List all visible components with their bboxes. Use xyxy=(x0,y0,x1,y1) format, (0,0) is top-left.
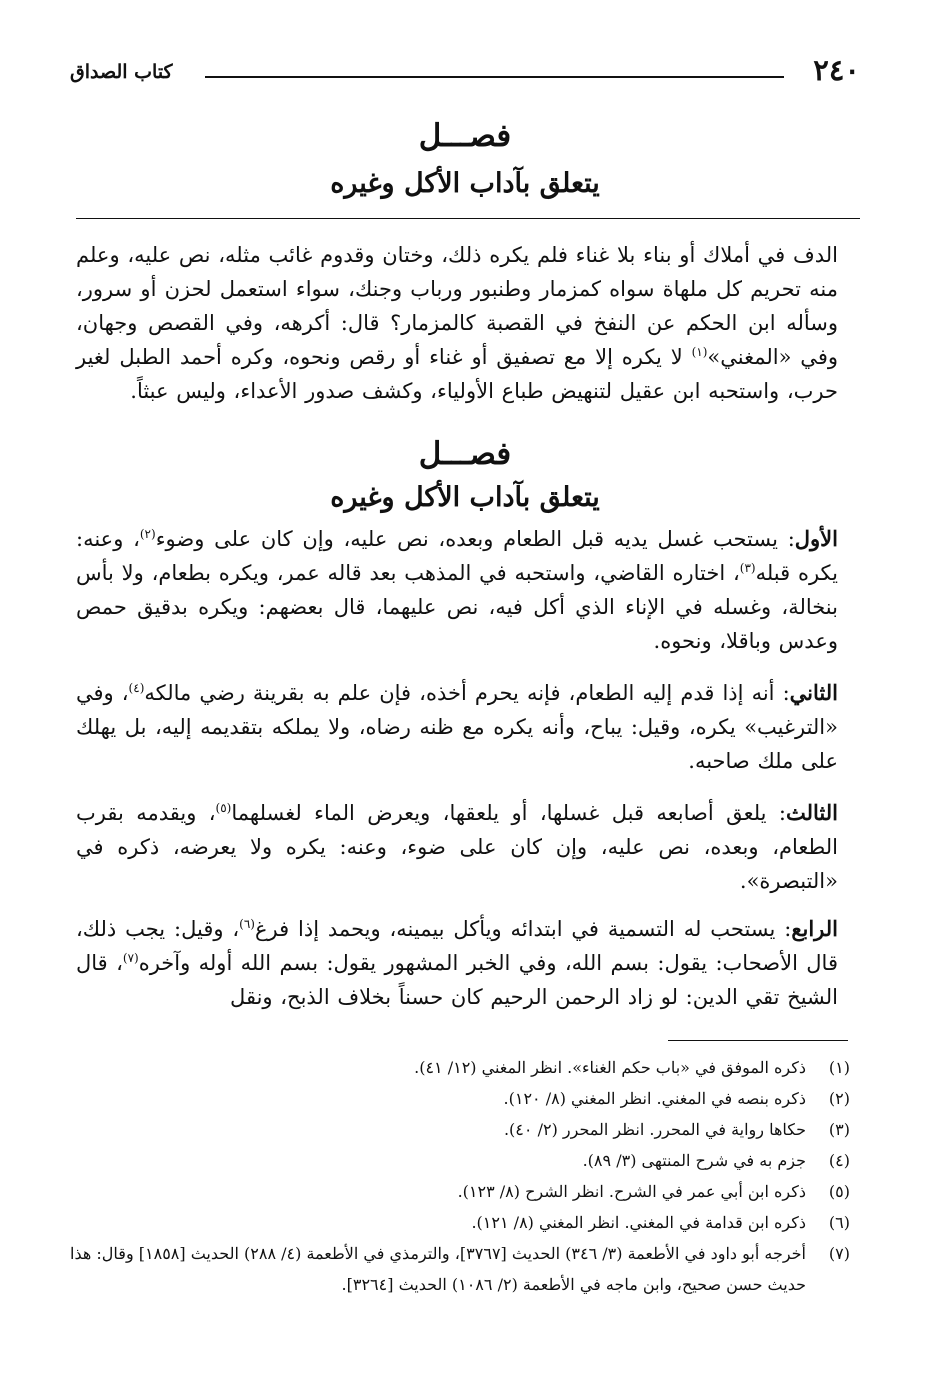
footnote xyxy=(60,1083,850,1114)
footnotes-list xyxy=(60,1052,850,1300)
footnote-ref: (٥) xyxy=(215,801,232,815)
paragraph-lead: الثاني xyxy=(789,680,838,705)
footnote-text: ذكره ابن أبي عمر في الشرح. انظر الشرح (٨/ ١٢٣). xyxy=(457,1182,806,1201)
footnote-number: (٧) xyxy=(828,1244,850,1263)
footnote-text: ذكره الموفق في «باب حكم الغناء». انظر المغني (١٢/ ٤١). xyxy=(414,1058,806,1077)
paragraph-text: : يستحب له التسمية في ابتدائه ويأكل بيمينه، ويحمد إذا فرغ xyxy=(254,917,792,941)
footnote-number: (٢) xyxy=(828,1089,850,1108)
section-subtitle: يتعلق بآداب الأكل وغيره xyxy=(330,482,600,513)
paragraph-third xyxy=(76,796,838,898)
paragraph-text: : يلعق أصابعه قبل غسلها، أو يلعقها، ويعرض الماء لغسلهما xyxy=(231,801,786,825)
paragraph-text: : يستحب غسل يديه قبل الطعام وبعده، نص عليه، وإن كان على وضوء xyxy=(155,527,795,551)
paragraph-text: ، وعنه: يكره قبله xyxy=(76,527,838,585)
footnote xyxy=(60,1176,850,1207)
footnote-number: (٤) xyxy=(828,1151,850,1170)
footnote-number: (١) xyxy=(828,1058,850,1077)
footnote-text: أخرجه أبو داود في الأطعمة (٣/ ٣٤٦) الحديث [٣٧٦٧]، والترمذي في الأطعمة (٤/ ٢٨٨) الحديث [١٨٥٨] وقال: هذا حديث حسن صحيح، وابن ماجه في الأطعمة (٢/ ١٠٨٦) الحديث [٣٢٦٤]. xyxy=(70,1244,806,1294)
footnote-number: (٦) xyxy=(828,1213,850,1232)
paragraph-text: ، اختاره القاضي، واستحبه في المذهب بعد قاله عمر، ويكره بطعام، ولا بأس بنخالة، وغسله في الإناء الذي أكل فيه، نص عليهما، قال بعضهم: ويكره بدقيق حمص وعدس وباقلا، ونحوه. xyxy=(76,561,838,653)
footnote-ref: (٣) xyxy=(739,561,756,575)
paragraph-text: : أنه إذا قدم إليه الطعام، فإنه يحرم أخذه، فإن علم به بقرينة رضي مالكه xyxy=(144,681,790,705)
intro-paragraph xyxy=(76,238,838,408)
section-heading: فصـــل xyxy=(418,436,512,472)
paragraph-lead: الرابع xyxy=(791,916,839,941)
title-rule xyxy=(76,218,860,219)
header-rule xyxy=(205,76,784,78)
paragraph-text: ، وفي «الترغيب» يكره، وقيل: يباح، وأنه يكره مع ظنه رضاه، ولا يملكه بتقديمه إليه، بل يهلك على ملك صاحبه. xyxy=(76,681,838,773)
page-number: ٢٤٠ xyxy=(813,53,860,87)
footnote-number: (٣) xyxy=(828,1120,850,1139)
footnote xyxy=(60,1207,850,1238)
footnote-ref: (٤) xyxy=(128,681,145,695)
footnote xyxy=(60,1238,850,1300)
paragraph-fourth xyxy=(76,912,838,1014)
footnote-text: جزم به في شرح المنتهى (٣/ ٨٩). xyxy=(582,1151,806,1170)
paragraph-text: ، وقيل: يجب ذلك، قال الأصحاب: يقول: بسم الله، وفي الخبر المشهور يقول: بسم الله أوله وآخره xyxy=(76,917,838,975)
footnote xyxy=(60,1052,850,1083)
running-header xyxy=(70,52,860,92)
intro-text: الدف في أملاك أو بناء بلا غناء فلم يكره ذلك، وختان وقدوم غائب مثله، نص عليه، وعلم منه تحريم كل ملهاة سواه كمزمار وطنبور ورباب وجنك، سواء استعمل لحزن أو سرور، وسأله ابن الحكم عن النفخ في القصبة كالمزمار؟ قال: أكرهه، وفي القصص وجهان، وفي «المغني» xyxy=(76,243,838,369)
paragraph-text: ، ويقدمه بقرب الطعام، وبعده، نص عليه، وإن كان على ضوء، وعنه: يكره ولا يعرضه، ذكره في «التبصرة». xyxy=(76,801,838,893)
footnote-ref: (١) xyxy=(691,345,708,359)
footnote-text: حكاها رواية في المحرر. انظر المحرر (٢/ ٤٠). xyxy=(503,1120,806,1139)
paragraph-second xyxy=(76,676,838,778)
book-title: كتاب الصداق xyxy=(70,61,173,83)
footnote-ref: (٢) xyxy=(139,527,156,541)
footnote xyxy=(60,1145,850,1176)
footnote-text: ذكره ابن قدامة في المغني. انظر المغني (٨/ ١٢١). xyxy=(471,1213,806,1232)
section-heading: فصـــل xyxy=(418,118,512,154)
footnote-text: ذكره بنصه في المغني. انظر المغني (٨/ ١٢٠). xyxy=(503,1089,806,1108)
section-subtitle: يتعلق بآداب الأكل وغيره xyxy=(330,168,600,199)
paragraph-lead: الأول xyxy=(794,526,838,551)
paragraph-text: ، قال الشيخ تقي الدين: لو زاد الرحمن الرحيم كان حسناً بخلاف الذبح، ونقل xyxy=(76,951,838,1009)
footnote-rule xyxy=(668,1040,848,1041)
paragraph-first xyxy=(76,522,838,658)
footnote-ref: (٦) xyxy=(239,917,255,931)
footnote-ref: (٧) xyxy=(122,951,139,965)
intro-text: لا يكره إلا مع تصفيق أو غناء أو رقص ونحوه، وكره أحمد الطبل لغير حرب، واستحبه ابن عقيل لتنهيض طباع الأولياء، وكشف صدور الأعداء، وليس عبثاً. xyxy=(76,345,838,403)
footnote-number: (٥) xyxy=(828,1182,850,1201)
footnote xyxy=(60,1114,850,1145)
paragraph-lead: الثالث xyxy=(786,800,838,825)
